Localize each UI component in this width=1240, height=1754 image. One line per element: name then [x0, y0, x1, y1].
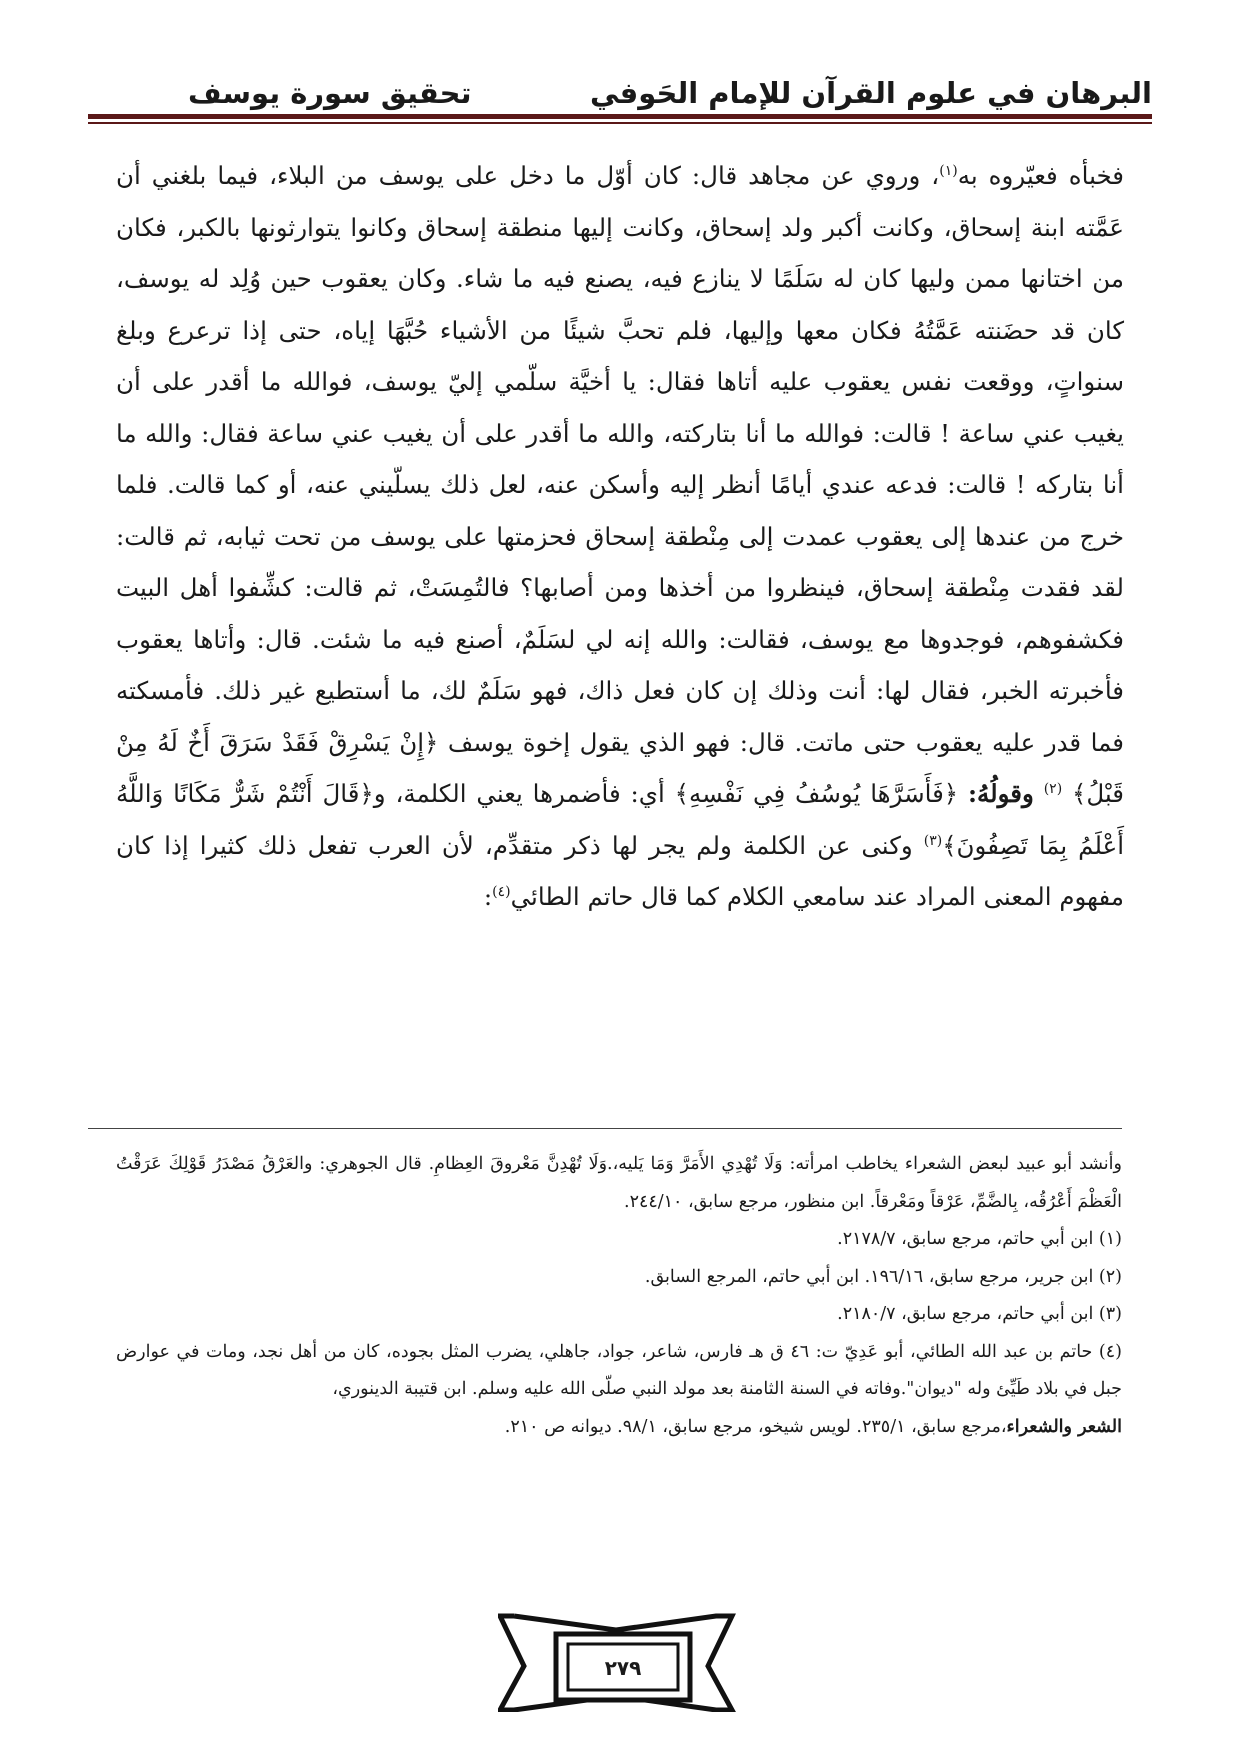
page-number: ٢٧٩ [604, 1656, 642, 1680]
footnote-2: (٢) ابن جرير، مرجع سابق، ١٩٦/١٦. ابن أبي حاتم، المرجع السابق. [644, 1266, 1122, 1287]
footnote-1: (١) ابن أبي حاتم، مرجع سابق، ٢١٧٨/٧. [837, 1229, 1122, 1249]
wa-qawluh: وقولُهُ: [968, 779, 1034, 808]
footnote-ref-4: (٤) [492, 883, 511, 900]
footnotes [116, 1146, 1122, 1446]
quran-quote: ﴿فَأَسَرَّهَا يُوسُفُ فِي نَفْسِهِ﴾ [674, 779, 959, 808]
running-header [88, 70, 1152, 110]
footnote-ref-3: (٣) [923, 832, 943, 849]
text-run: فخبأه فعيّروه به [957, 161, 1124, 190]
footnote-4-text: (٤) حاتم بن عبد الله الطائي، أبو عَدِيّ ت: ٤٦ ق هـ فارس، شاعر، جواد، جاهلي، يضرب المثل بجوده، كان من أهل نجد، ومات في عوارض جبل في بلاد طَيِّئ وله "ديوان".وفاته في السنة الثامنة بعد مولد النبي صلّى الله عليه وسلم. ابن قتيبة الدينوري، [116, 1341, 1122, 1399]
page-number-ribbon [498, 1612, 748, 1712]
section-title: تحقيق سورة يوسف [188, 76, 472, 110]
footnote-separator [88, 1128, 1122, 1129]
book-title-ref: الشعر والشعراء [1006, 1416, 1122, 1437]
header-rule-thin [88, 122, 1152, 124]
footnote-continued: وأنشد أبو عبيد لبعض الشعراء يخاطب امرأته: وَلَا تُهْدِي الأَمَرَّ وَمَا يَليه،.وَلَا تُهْدِنَّ مَعْروقَ العِظامِ. قال الجوهري: والعَرْقُ مَصْدَرُ قَوْلِكَ عَرَقْتُ الْعَظْمَ أَعْرُقُه، بِالضَّمِّ، عَرْقاً ومَعْرقاً. ابن منظور، مرجع سابق، ٢٤٤/١٠. [116, 1154, 1122, 1212]
text-run: : [483, 882, 493, 911]
footnote-3: (٣) ابن أبي حاتم، مرجع سابق، ٢١٨٠/٧. [837, 1304, 1122, 1324]
main-paragraph [116, 150, 1124, 923]
text-run: وكنى عن الكلمة ولم يجر لها ذكر متقدِّم، لأن العرب تفعل ذلك كثيرا إذا كان مفهوم المعنى المراد عند سامعي الكلام كما قال حاتم الطائي [116, 830, 1124, 911]
quran-quote: ﴿قَالَ أَنْتُمْ شَرٌّ مَكَانًا وَاللَّهُ أَعْلَمُ بِمَا تَصِفُونَ﴾ [116, 779, 1125, 860]
text-run: ، وروي عن مجاهد قال: كان أوّل ما دخل على يوسف من البلاء، فيما بلغني أن عَمَّته ابنة إسحاق، وكانت أكبر ولد إسحاق، وكانت إليها منطقة إسحاق وكانوا يتوارثونها بالكبر، فكان من اختانها ممن وليها كان له سَلَمًا لا ينازع فيه، يصنع فيه ما شاء. وكان يعقوب حين وُلِد له يوسف، كان قد حضَنته عَمَّتُهُ فكان معها وإليها، فلم تحبَّ شيئًا من الأشياء حُبَّهَا إياه، حتى إذا ترعرع وبلغ سنواتٍ، ووقعت نفس يعقوب عليه أتاها فقال: يا أخيَّة سلّمي إليّ يوسف، فوالله ما أقدر على أن يغيب عني ساعة ! قالت: فوالله ما أنا بتاركته، والله ما أقدر على أن يغيب عني ساعة فقال: والله ما أنا بتاركه ! قالت: فدعه عندي أيامًا أنظر إليه وأسكن عنه، لعل ذلك يسلّيني عنه، أو كما قالت. فلما خرج من عندها إلى يعقوب عمدت إلى مِنْطقة إسحاق فحزمتها على يوسف من تحت ثيابه، ثم قالت: لقد فقدت مِنْطقة إسحاق، فينظروا من أخذها ومن أصابها؟ فالتُمِسَتْ، ثم قالت: كشِّفوا أهل البيت فكشفوهم، فوجدوها مع يوسف، فقالت: والله إنه لي لسَلَمٌ، أصنع فيه ما شئت. قال: وأتاها يعقوب فأخبرته الخبر، فقال لها: أنت وذلك إن كان فعل ذاك، فهو سَلَمٌ لك، ما أستطيع غير ذلك. فأمسكته فما قدر عليه يعقوب حتى ماتت. قال: فهو الذي يقول إخوة يوسف [116, 161, 1124, 757]
header-rule-thick [88, 114, 1152, 119]
footnote-ref-1: (١) [939, 162, 958, 179]
footnote-4 [116, 1334, 1122, 1447]
main-text [116, 150, 1124, 923]
quran-quote: ﴿إِنْ يَسْرِقْ فَقَدْ سَرَقَ أَخٌ لَهُ مِنْ قَبْلُ﴾ [116, 727, 1125, 808]
text-run: أي: فأضمرها يعني الكلمة، و [373, 779, 665, 808]
footnote-4-text: ،مرجع سابق، ٢٣٥/١. لويس شيخو، مرجع سابق، ٩٨/١. ديوانه ص ٢١٠. [504, 1416, 1007, 1437]
footnote-ref-2: (٢) [1043, 780, 1063, 797]
book-title: البرهان في علوم القرآن للإمام الحَوفي [589, 76, 1152, 110]
